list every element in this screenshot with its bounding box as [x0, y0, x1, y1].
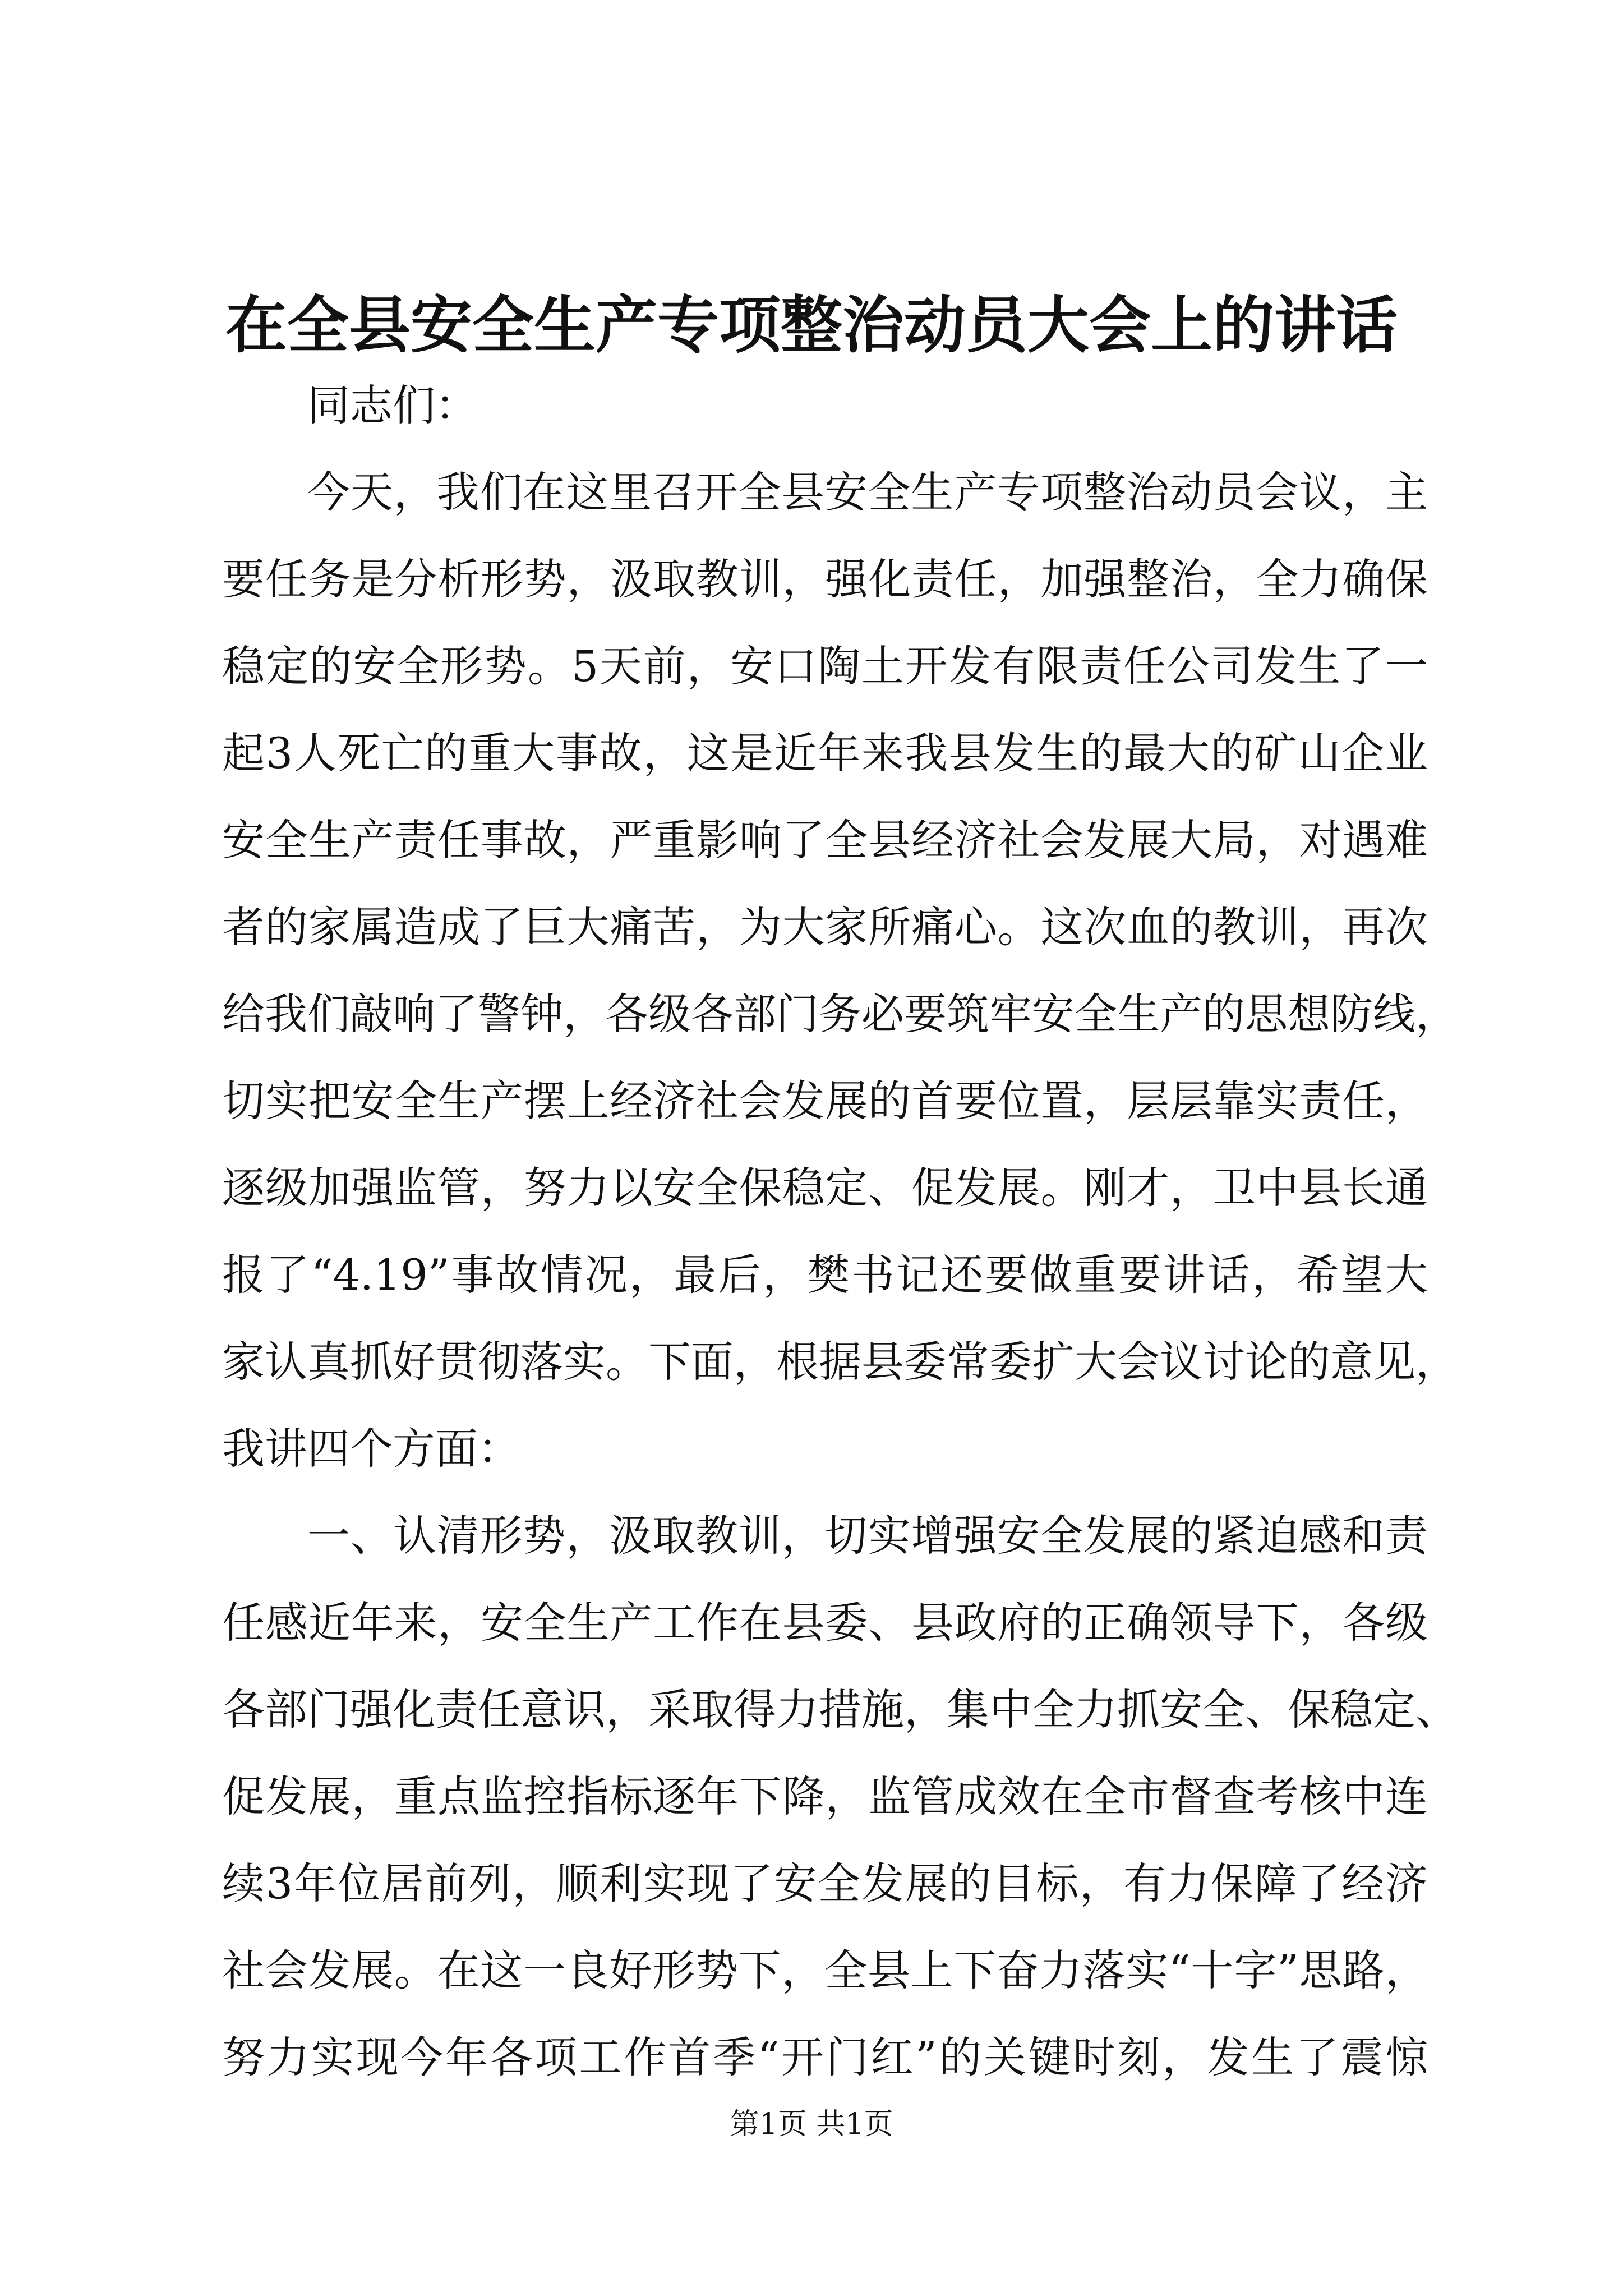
paragraph-line: 起3人死亡的重大事故，这是近年来我县发生的最大的矿山企业 — [222, 728, 1428, 778]
paragraph-line: 今天，我们在这里召开全县安全生产专项整治动员会议，主 — [307, 467, 1428, 517]
paragraph-line: 努力实现今年各项工作首季“开门红”的关键时刻，发生了震惊 — [222, 2032, 1428, 2082]
document-title: 在全县安全生产专项整治动员大会上的讲话 — [225, 289, 1398, 361]
paragraph-line: 要任务是分析形势，汲取教训，强化责任，加强整治，全力确保 — [222, 554, 1428, 604]
document-body — [222, 362, 1458, 2101]
paragraph-line: 续3年位居前列，顺利实现了安全发展的目标，有力保障了经济 — [222, 1858, 1428, 1908]
paragraph-line: 各部门强化责任意识，采取得力措施，集中全力抓安全、保稳定、 — [222, 1685, 1458, 1734]
paragraph-line: 逐级加强监管，努力以安全保稳定、促发展。刚才，卫中县长通 — [222, 1163, 1428, 1213]
paragraph-line: 任感近年来，安全生产工作在县委、县政府的正确领导下，各级 — [222, 1598, 1428, 1648]
paragraph-line: 稳定的安全形势。5天前，安口陶土开发有限责任公司发生了一 — [222, 641, 1428, 691]
page-number-footer: 第1页 共1页 — [730, 2108, 893, 2141]
paragraph-line: 报了“4.19”事故情况，最后，樊书记还要做重要讲话，希望大 — [222, 1250, 1428, 1300]
paragraph-line: 给我们敲响了警钟，各级各部门务必要筑牢安全生产的思想防线， — [222, 989, 1458, 1039]
section-heading-line: 一、认清形势，汲取教训，切实增强安全发展的紧迫感和责 — [307, 1511, 1428, 1561]
paragraph-line: 安全生产责任事故，严重影响了全县经济社会发展大局，对遇难 — [222, 815, 1428, 865]
paragraph-line: 促发展，重点监控指标逐年下降，监管成效在全市督查考核中连 — [222, 1772, 1428, 1821]
paragraph-line: 我讲四个方面： — [222, 1424, 520, 1474]
paragraph-line: 家认真抓好贯彻落实。下面，根据县委常委扩大会议讨论的意见， — [222, 1337, 1458, 1387]
paragraph-line: 者的家属造成了巨大痛苦，为大家所痛心。这次血的教训，再次 — [222, 902, 1428, 952]
paragraph-line: 切实把安全生产摆上经济社会发展的首要位置，层层靠实责任， — [222, 1076, 1428, 1126]
paragraph-line: 社会发展。在这一良好形势下，全县上下奋力落实“十字”思路， — [222, 1945, 1428, 1995]
salutation-line: 同志们： — [307, 380, 478, 430]
